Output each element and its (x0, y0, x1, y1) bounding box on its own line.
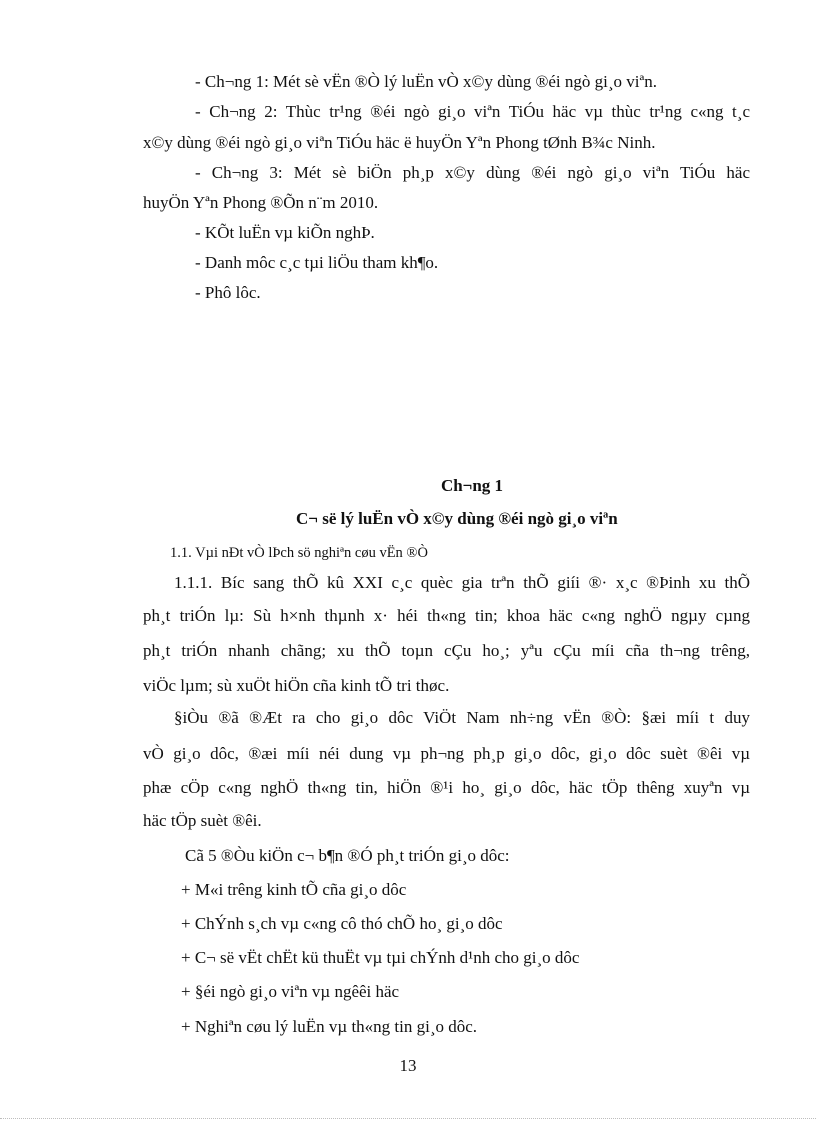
list-intro: Cã 5 ®Òu kiÖn c¬ b¶n ®Ó ph¸t triÓn gi¸o dôc: (185, 846, 510, 865)
toc-chapter-1: - Ch¬ng 1: Mét sè vËn ®Ò lý luËn vÒ x©y dùng ®éi ngò gi¸o viªn. (195, 72, 657, 91)
paragraph-1-line-1: 1.1.1. Bíc sang thÕ kû XXI c¸c quèc gia trªn thÕ giíi ®· x¸c ®Þinh xu thÕ (174, 573, 750, 592)
list-item: + ChÝnh s¸ch vµ c«ng cô thó chÕ ho¸ gi¸o dôc (181, 914, 503, 933)
toc-chapter-3-line-2: huyÖn Yªn Phong ®Õn n¨m 2010. (143, 193, 379, 212)
chapter-heading: Ch¬ng 1 (440, 476, 504, 495)
page-number: 13 (399, 1056, 417, 1075)
list-item: + C¬ së vËt chËt kü thuËt vµ tµi chÝnh d¹nh cho gi¸o dôc (181, 948, 580, 967)
toc-chapter-3-line-1: - Ch¬ng 3: Mét sè biÖn ph¸p x©y dùng ®éi ngò gi¸o viªn TiÓu häc (195, 163, 750, 182)
paragraph-1-line-4: viÖc lµm; sù xuÖt hiÖn cña kinh tÕ tri thøc. (143, 676, 450, 695)
paragraph-1-line-3: ph¸t triÓn nhanh chãng; xu thÕ toµn cÇu ho¸; yªu cÇu míi cña th¬ng trêng, (143, 641, 750, 660)
toc-chapter-2-line-2: x©y dùng ®éi ngò gi¸o viªn TiÓu häc ë huyÖn Yªn Phong tØnh B¾c Ninh. (143, 133, 656, 152)
paragraph-2-line-4: häc tÖp suèt ®êi. (143, 811, 262, 830)
toc-conclusion: - KÕt luËn vµ kiÕn nghÞ. (195, 223, 375, 242)
toc-references: - Danh môc c¸c tµi liÖu tham kh¶o. (195, 253, 439, 272)
section-heading: 1.1. Vµi nÐt vÒ lÞch sö nghiªn cøu vËn ®Ò (170, 545, 428, 561)
toc-appendix: - Phô lôc. (195, 283, 261, 302)
paragraph-2-line-1: §iÒu ®ã ®Æt ra cho gi¸o dôc ViÖt Nam nh÷ng vËn ®Ò: §æi míi t duy (174, 708, 750, 727)
page-bottom-divider (0, 1118, 816, 1119)
list-item: + §éi ngò gi¸o viªn vµ ngêêi häc (181, 982, 400, 1001)
paragraph-1-line-2: ph¸t triÓn lµ: Sù h×nh thµnh x· héi th«ng tin; khoa häc c«ng nghÖ ngµy cµng (143, 606, 750, 625)
list-item: + Nghiªn cøu lý luËn vµ th«ng tin gi¸o dôc. (181, 1017, 478, 1036)
paragraph-2-line-2: vÒ gi¸o dôc, ®æi míi néi dung vµ ph¬ng ph¸p gi¸o dôc, gi¸o dôc suèt ®êi vµ (143, 744, 750, 763)
paragraph-2-line-3: phæ cÖp c«ng nghÖ th«ng tin, hiÖn ®¹i ho¸ gi¸o dôc, häc tÖp thêng xuyªn vµ (143, 778, 750, 797)
chapter-title: C¬ së lý luËn vÒ x©y dùng ®éi ngò gi¸o viªn (296, 509, 618, 528)
list-item: + M«i trêng kinh tÕ cña gi¸o dôc (181, 880, 407, 899)
toc-chapter-2-line-1: - Ch¬ng 2: Thùc tr¹ng ®éi ngò gi¸o viªn TiÓu häc vµ thùc tr¹ng c«ng t¸c (195, 102, 750, 121)
